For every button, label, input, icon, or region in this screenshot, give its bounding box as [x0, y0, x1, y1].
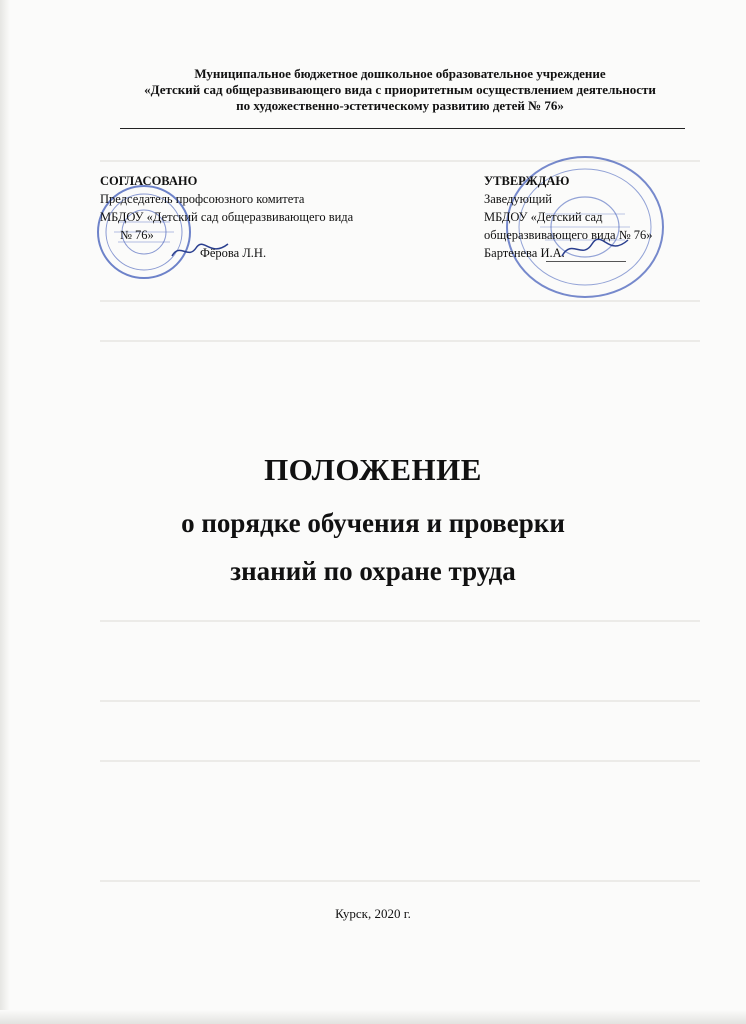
- header-line-3: по художественно-эстетическому развитию детей № 76»: [236, 98, 564, 113]
- approved-signature: Бартенева И.А.: [484, 246, 565, 260]
- approved-signature-line: [546, 261, 626, 262]
- bleed-through-line: [100, 340, 700, 342]
- agreed-line-2: МБДОУ «Детский сад общеразвивающего вида: [100, 210, 354, 224]
- header-line-1: Муниципальное бюджетное дошкольное образовательное учреждение: [194, 66, 606, 81]
- bleed-through-line: [100, 700, 700, 702]
- bleed-through-line: [100, 620, 700, 622]
- header-line-2: «Детский сад общеразвивающего вида с приоритетным осуществлением деятельности: [144, 82, 656, 97]
- agreed-block: [100, 172, 353, 262]
- bleed-through-line: [100, 760, 700, 762]
- bleed-through-line: [100, 880, 700, 882]
- approved-block: [484, 172, 653, 262]
- agreed-line-1: Председатель профсоюзного комитета: [100, 192, 305, 206]
- organization-header: [100, 66, 700, 114]
- scan-bottom-edge: [0, 1010, 746, 1024]
- agreed-signature: Фёрова Л.Н.: [200, 246, 267, 260]
- scan-left-edge: [0, 0, 10, 1024]
- document-title: ПОЛОЖЕНИЕ: [264, 452, 482, 487]
- agreed-line-3: № 76»: [120, 228, 154, 242]
- document-subtitle-line-1: о порядке обучения и проверки: [181, 508, 565, 538]
- approved-line-2: МБДОУ «Детский сад: [484, 210, 603, 224]
- approved-title: УТВЕРЖДАЮ: [484, 174, 570, 188]
- document-subtitle-line-2: знаний по охране труда: [230, 556, 516, 586]
- approved-line-3: общеразвивающего вида № 76»: [484, 228, 653, 242]
- header-divider: [120, 128, 685, 129]
- agreed-title: СОГЛАСОВАНО: [100, 174, 198, 188]
- approved-line-1: Заведующий: [484, 192, 552, 206]
- place-and-date: Курск, 2020 г.: [335, 906, 411, 921]
